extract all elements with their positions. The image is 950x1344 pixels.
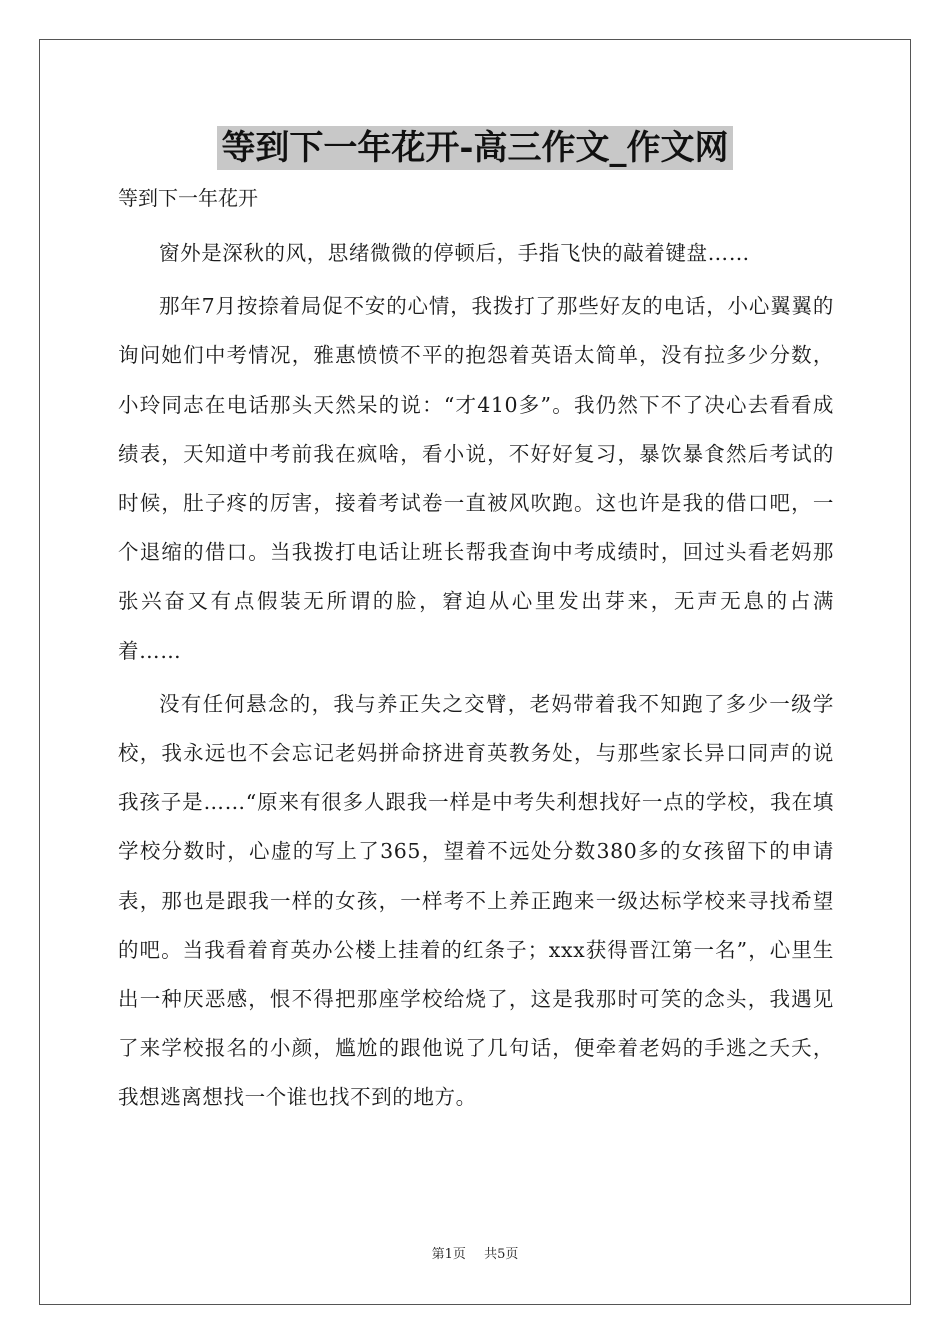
document-subtitle: 等到下一年花开: [118, 186, 258, 210]
document-body: [118, 229, 834, 1123]
page-footer: [0, 1245, 950, 1265]
paragraph: 没有任何悬念的，我与养正失之交臂，老妈带着我不知跑了多少一级学校，我永远也不会忘记老妈拼命挤进育英教务处，与那些家长异口同声的说我孩子是……“原来有很多人跟我一样是中考失利想找好一点的学校，我在填学校分数时，心虚的写上了365，望着不远处分数380多的女孩留下的申请表，那也是跟我一样的女孩，一样考不上养正跑来一级达标学校来寻找希望的吧。当我看着育英办公楼上挂着的红条子；xxx获得晋江第一名”，心里生出一种厌恶感，恨不得把那座学校给烧了，这是我那时可笑的念头，我遇见了来学校报名的小颜，尴尬的跟他说了几句话，便牵着老妈的手逃之夭夭，我想逃离想找一个谁也找不到的地方。: [118, 691, 834, 1110]
paragraph: 那年7月按捺着局促不安的心情，我拨打了那些好友的电话，小心翼翼的询问她们中考情况，雅惠愤愤不平的抱怨着英语太简单，没有拉多少分数，小玲同志在电话那头天然呆的说：“才410多”。我仍然下不了决心去看看成绩表，天知道中考前我在疯啥，看小说，不好好复习，暴饮暴食然后考试的时候，肚子疼的厉害，接着考试卷一直被风吹跑。这也许是我的借口吧，一个退缩的借口。当我拨打电话让班长帮我查询中考成绩时，回过头看老妈那张兴奋又有点假装无所谓的脸，窘迫从心里发出芽来，无声无息的占满着……: [118, 294, 834, 663]
title-container: [0, 126, 950, 170]
page-number-total: 共5页: [484, 1247, 519, 1262]
document-title: 等到下一年花开-高三作文_作文网: [217, 126, 732, 170]
paragraph: 窗外是深秋的风，思绪微微的停顿后，手指飞快的敲着键盘……: [159, 241, 750, 265]
page-number-current: 第1页: [431, 1247, 466, 1262]
